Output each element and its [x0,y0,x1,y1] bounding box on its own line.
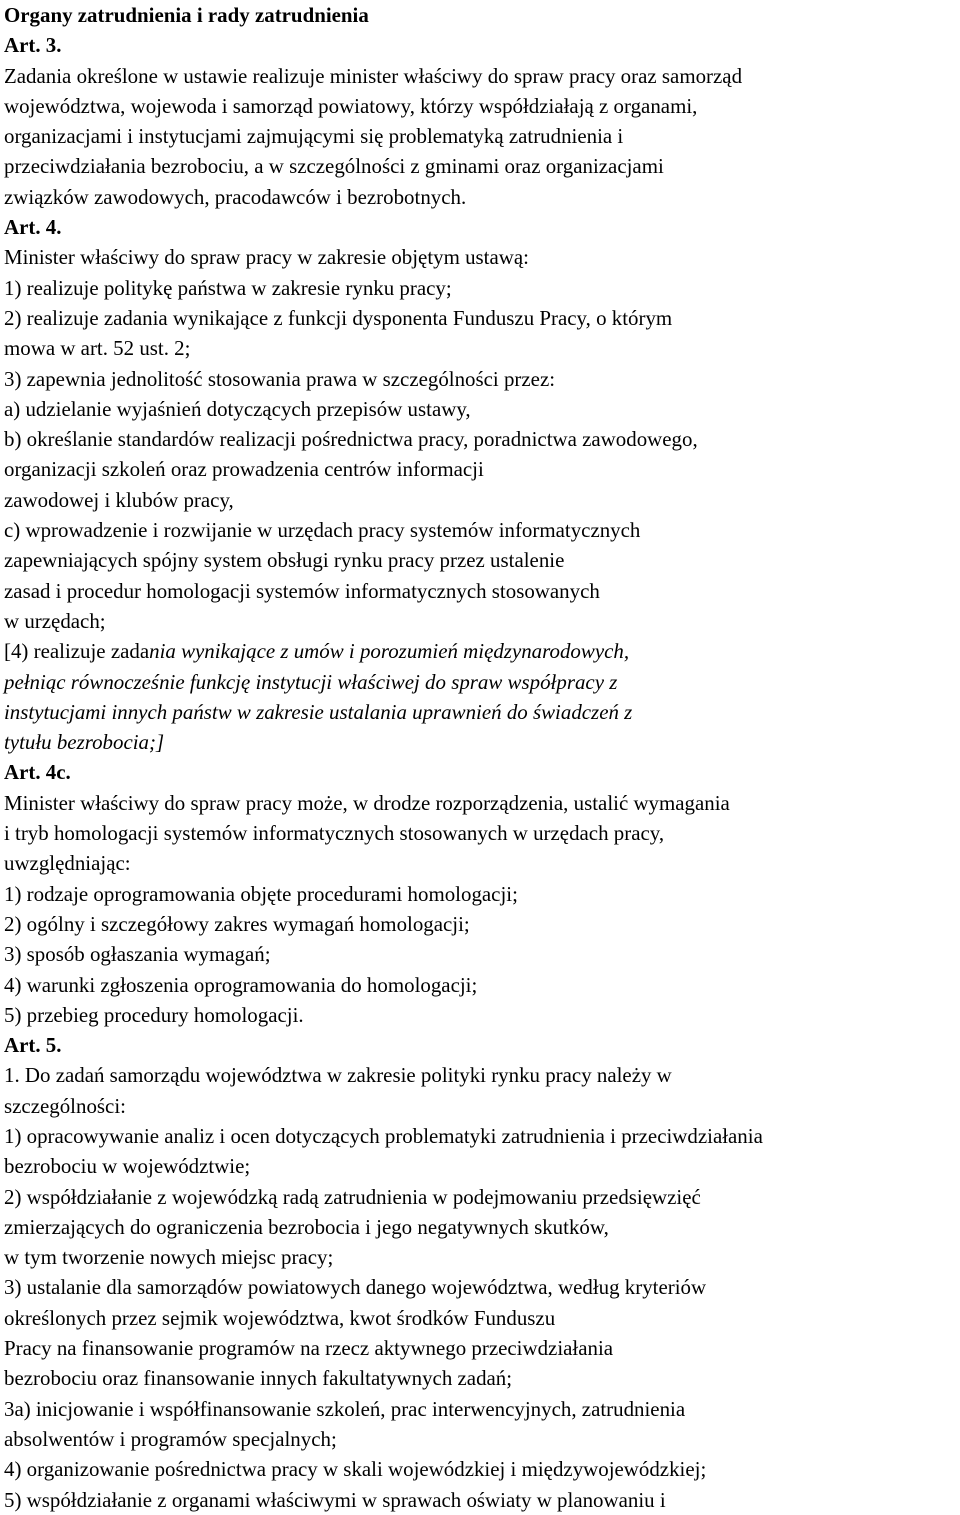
text-line: zapewniających spójny system obsługi rynku pracy przez ustalenie [4,548,565,573]
article-3-label: Art. 3. [4,33,62,58]
text-line: mowa w art. 52 ust. 2; [4,336,191,361]
text-line: przeciwdziałania bezrobociu, a w szczególności z gminami oraz organizacjami [4,154,664,179]
text-line: 2) realizuje zadania wynikające z funkcji dysponenta Funduszu Pracy, o którym [4,305,673,330]
text-line: Minister właściwy do spraw pracy może, w drodze rozporządzenia, ustalić wymagania [4,790,730,815]
text-line: zasad i procedur homologacji systemów informatycznych stosowanych [4,578,600,603]
text-line: 1. Do zadań samorządu województwa w zakresie polityki rynku pracy należy w [4,1063,672,1088]
repealed-item-line: tytułu bezrobocia;] [4,730,165,755]
article-4c-body [4,788,960,1030]
text-line: absolwentów i programów specjalnych; [4,1426,337,1451]
article-5-label: Art. 5. [4,1033,62,1058]
article-4-label: Art. 4. [4,215,62,240]
repealed-item-prefix: [4) realizuje zada [4,639,150,664]
article-4c-label: Art. 4c. [4,760,71,785]
chapter-heading: Organy zatrudnienia i rady zatrudnienia [4,3,369,27]
text-line: województwa, wojewoda i samorząd powiatowy, którzy współdziałają z organami, [4,93,698,118]
text-line: uwzględniając: [4,851,131,876]
text-line: 3) ustalanie dla samorządów powiatowych danego województwa, według kryteriów [4,1275,707,1300]
text-line: 3) zapewnia jednolitość stosowania prawa w szczególności przez: [4,366,556,391]
text-line: organizacjami i instytucjami zajmującymi się problematyką zatrudnienia i [4,124,624,149]
text-line: Minister właściwy do spraw pracy w zakresie objętym ustawą: [4,245,529,270]
repealed-item-line: instytucjami innych państw w zakresie ustalania uprawnień do świadczeń z [4,699,633,724]
repealed-item-italic: nia wynikające z umów i porozumień międzynarodowych, [149,639,630,664]
text-line: 4) organizowanie pośrednictwa pracy w skali wojewódzkiej i międzywojewódzkiej; [4,1457,707,1482]
text-line: c) wprowadzenie i rozwijanie w urzędach pracy systemów informatycznych [4,518,641,543]
article-5-body [4,1060,960,1514]
text-line: Zadania określone w ustawie realizuje minister właściwy do spraw pracy oraz samorząd [4,63,743,88]
text-line: b) określanie standardów realizacji pośrednictwa pracy, poradnictwa zawodowego, [4,427,698,452]
text-line: w tym tworzenie nowych miejsc pracy; [4,1245,334,1270]
text-line: a) udzielanie wyjaśnień dotyczących przepisów ustawy, [4,396,471,421]
text-line: 5) współdziałanie z organami właściwymi w sprawach oświaty w planowaniu i [4,1487,666,1512]
text-line: 3a) inicjowanie i współfinansowanie szkoleń, prac interwencyjnych, zatrudnienia [4,1396,686,1421]
text-line: szczególności: [4,1093,126,1118]
text-line: 4) warunki zgłoszenia oprogramowania do homologacji; [4,972,478,997]
text-line: 1) rodzaje oprogramowania objęte procedurami homologacji; [4,881,518,906]
text-line: 2) ogólny i szczegółowy zakres wymagań homologacji; [4,911,470,936]
text-line: związków zawodowych, pracodawców i bezrobotnych. [4,184,467,209]
repealed-item-line [4,636,956,666]
text-line: określonych przez sejmik województwa, kwot środków Funduszu [4,1305,556,1330]
text-line: 1) realizuje politykę państwa w zakresie rynku pracy; [4,275,452,300]
text-line: 1) opracowywanie analiz i ocen dotyczących problematyki zatrudnienia i przeciwdziałania [4,1123,763,1148]
text-line: i tryb homologacji systemów informatycznych stosowanych w urzędach pracy, [4,821,665,846]
text-line: bezrobociu w województwie; [4,1154,251,1179]
text-line: organizacji szkoleń oraz prowadzenia centrów informacji [4,457,484,482]
text-line: bezrobociu oraz finansowanie innych fakultatywnych zadań; [4,1366,513,1391]
text-line: w urzędach; [4,608,106,633]
article-4-body [4,242,960,757]
article-3-body [4,61,960,212]
text-line: 2) współdziałanie z wojewódzką radą zatrudnienia w podejmowaniu przedsięwzięć [4,1184,701,1209]
text-line: 5) przebieg procedury homologacji. [4,1002,304,1027]
text-line: 3) sposób ogłaszania wymagań; [4,942,271,967]
repealed-item-line: pełniąc równocześnie funkcję instytucji właściwej do spraw współpracy z [4,669,618,694]
text-line: zawodowej i klubów pracy, [4,487,234,512]
text-line: Pracy na finansowanie programów na rzecz aktywnego przeciwdziałania [4,1336,614,1361]
text-line: zmierzających do ograniczenia bezrobocia i jego negatywnych skutków, [4,1214,609,1239]
